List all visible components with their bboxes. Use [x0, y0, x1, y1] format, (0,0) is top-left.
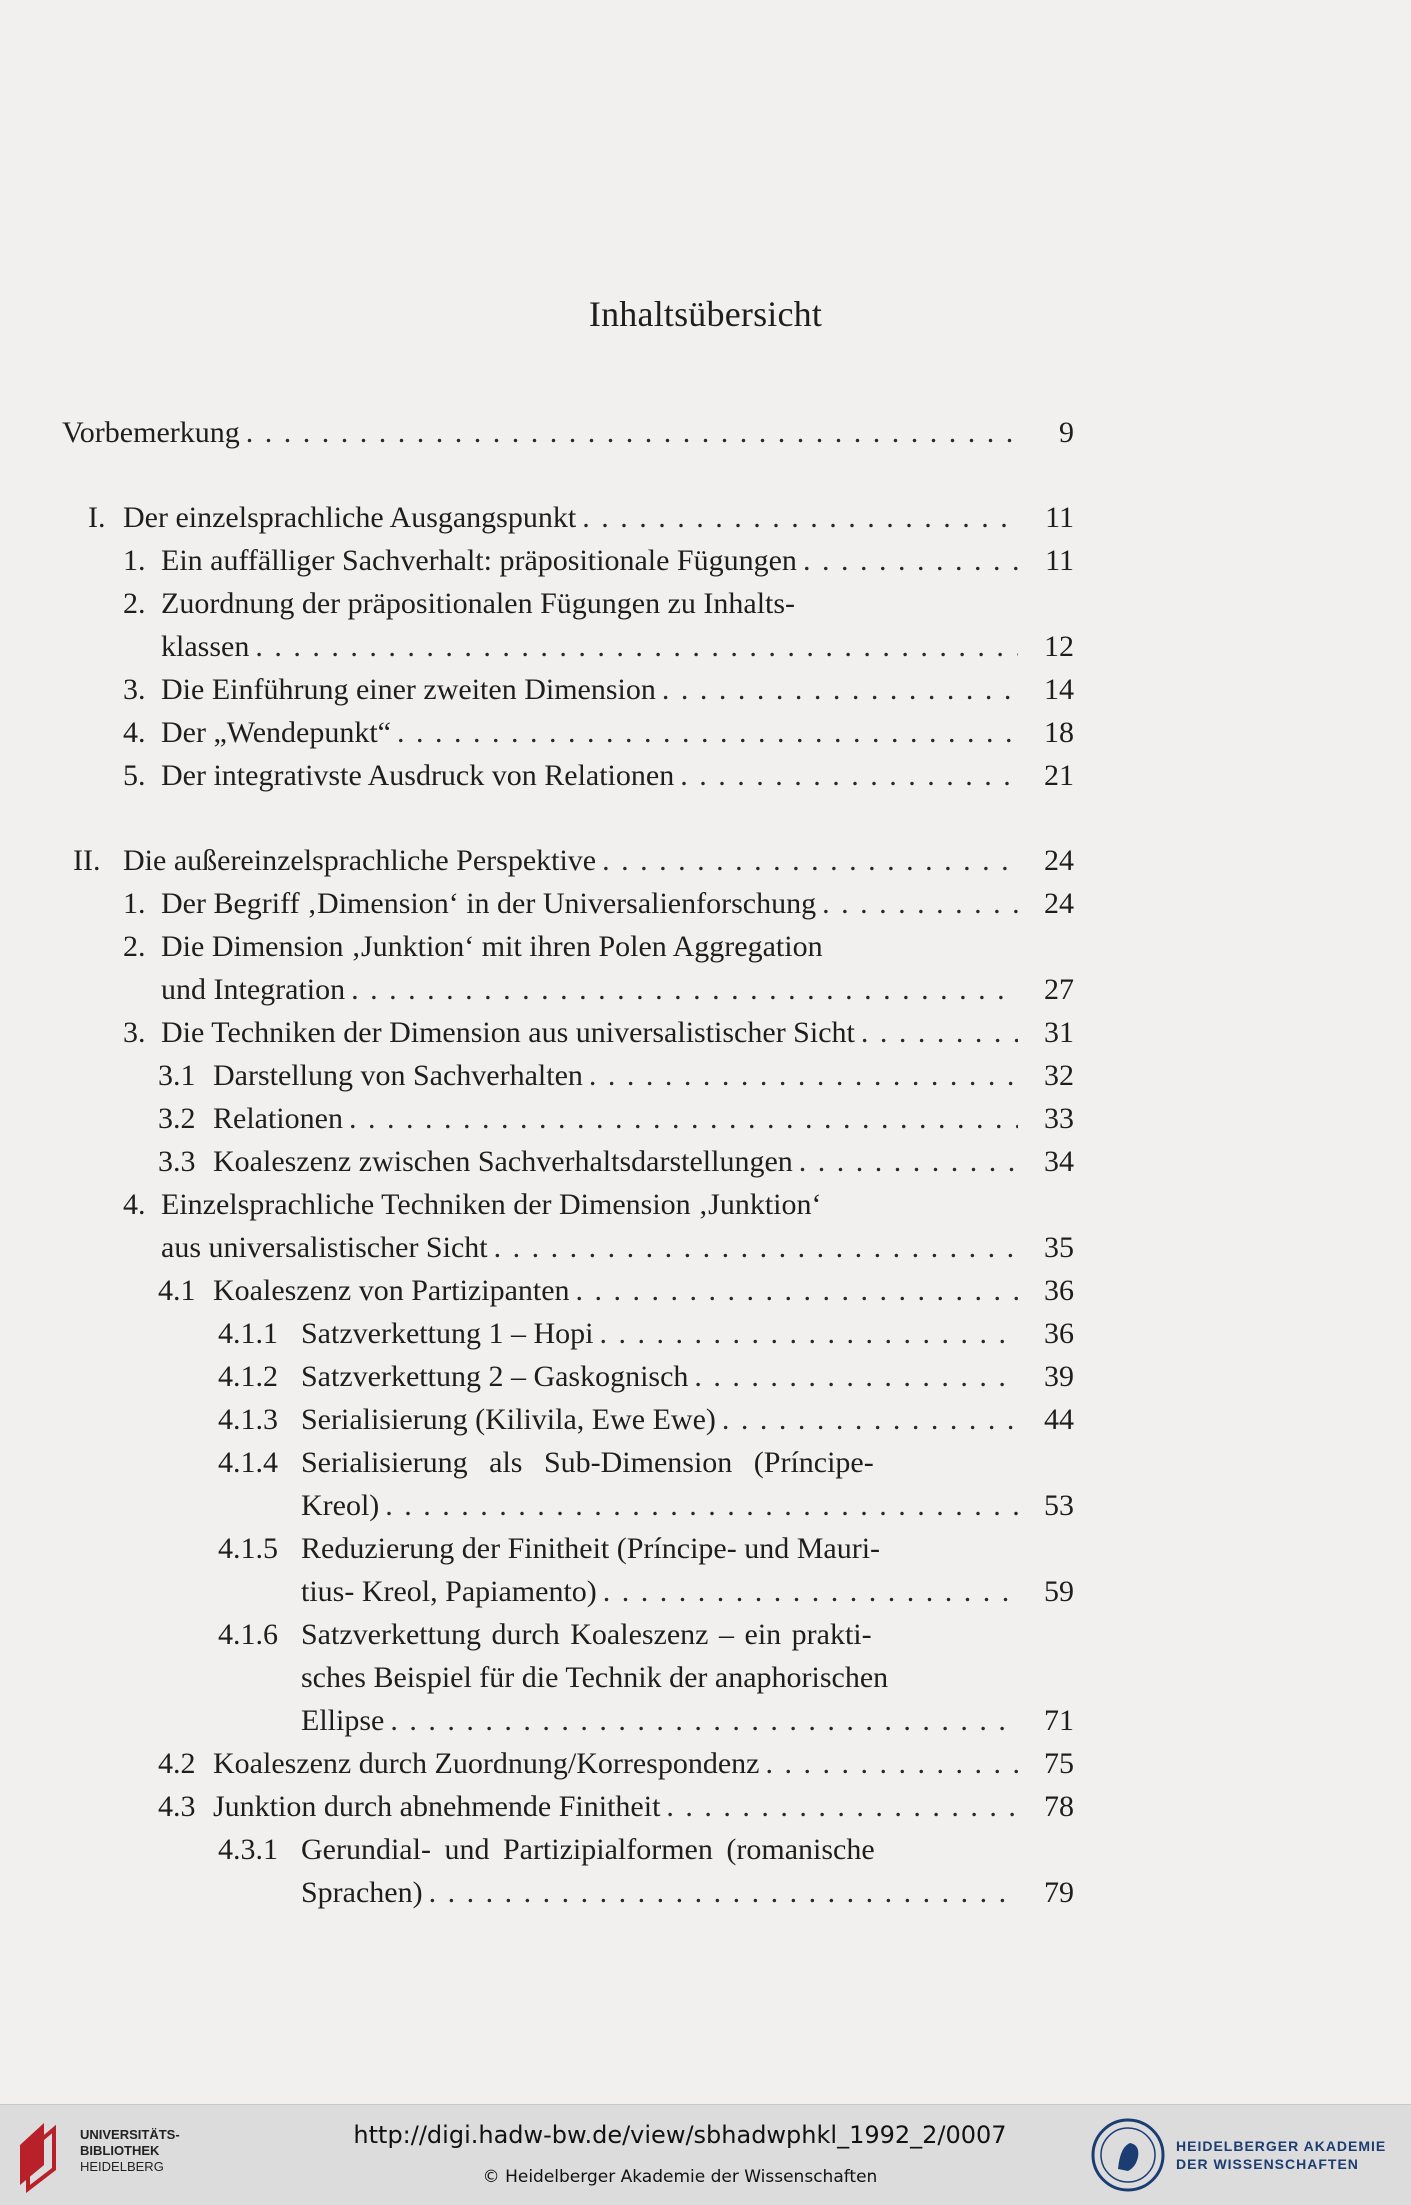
- toc-entry: [218, 1829, 998, 1871]
- toc-entry-page: 79: [1044, 1876, 1074, 1909]
- toc-entry-page: 9: [1059, 416, 1074, 449]
- toc-entry: [123, 540, 1074, 582]
- toc-entry-text: Koaleszenz durch Zuordnung/Korrespondenz: [213, 1747, 760, 1780]
- toc-entry-number: 3.3: [158, 1145, 196, 1178]
- toc-entry-continuation: [301, 1700, 1074, 1742]
- toc-entry-text: Satzverkettung 1 – Hopi: [301, 1317, 594, 1350]
- toc-entry-text: klassen: [161, 630, 250, 663]
- toc-entry-text: sches Beispiel für die Technik der anaphorischen: [301, 1661, 889, 1694]
- toc-entry: [123, 712, 1074, 754]
- toc-entry: [158, 1141, 1074, 1183]
- toc-entry-text: Darstellung von Sachverhalten: [213, 1059, 583, 1092]
- toc-entry-continuation: [301, 1657, 1001, 1699]
- toc-entry-text: Sprachen): [301, 1876, 423, 1909]
- toc-entry: [218, 1313, 1074, 1355]
- toc-entry-number: 5.: [123, 759, 146, 792]
- toc-entry-number: 4.1.2: [218, 1360, 278, 1393]
- footer-bar: [0, 2104, 1411, 2205]
- toc-entry-number: 3.2: [158, 1102, 196, 1135]
- toc-entry-text: Kreol): [301, 1489, 380, 1522]
- toc-entry-text: Ellipse: [301, 1704, 385, 1737]
- toc-entry-text: Relationen: [213, 1102, 343, 1135]
- toc-entry: [218, 1356, 1074, 1398]
- toc-entry-continuation: [301, 1872, 1074, 1914]
- toc-entry-text: Der Begriff ‚Dimension‘ in der Universalienforschung: [161, 887, 817, 920]
- toc-entry-number: II.: [73, 844, 101, 877]
- toc-entry-page: 14: [1044, 673, 1074, 706]
- toc-entry-number: 4.1.6: [218, 1618, 278, 1651]
- toc-entry-text: und Integration: [161, 973, 346, 1006]
- toc-entry-page: 32: [1044, 1059, 1074, 1092]
- toc-entry-page: 31: [1044, 1016, 1074, 1049]
- toc-entry: [158, 1098, 1074, 1140]
- toc-entry-text: Vorbemerkung: [62, 416, 240, 449]
- toc-entry-text: Die Einführung einer zweiten Dimension: [161, 673, 656, 706]
- toc-entry-text: Koaleszenz von Partizipanten: [213, 1274, 570, 1307]
- toc-entry: [88, 497, 1074, 539]
- toc-entry-number: 3.: [123, 673, 146, 706]
- toc-entry-page: 53: [1044, 1489, 1074, 1522]
- toc-entry: [123, 883, 1074, 925]
- toc-entry-number: 4.1.1: [218, 1317, 278, 1350]
- source-url-link[interactable]: http://digi.hadw-bw.de/view/sbhadwphkl_1992_2/0007: [353, 2121, 1007, 2149]
- toc-entry: [218, 1399, 1074, 1441]
- toc-entry: [218, 1442, 988, 1484]
- toc-entry-number: 4.: [123, 1188, 146, 1221]
- toc-entry: [123, 583, 1008, 625]
- toc-entry-number: 2.: [123, 930, 146, 963]
- toc-entry-text: Der „Wendepunkt“: [161, 716, 391, 749]
- toc-entry-text: Die außereinzelsprachliche Perspektive: [123, 844, 597, 877]
- toc-entry-text: Satzverkettung 2 – Gaskognisch: [301, 1360, 689, 1393]
- toc-entry-text: Ein auffälliger Sachverhalt: präpositionale Fügungen: [161, 544, 797, 577]
- toc-entry: [158, 1055, 1074, 1097]
- toc-entry-continuation: [161, 969, 1074, 1011]
- toc-entry-page: 18: [1044, 716, 1074, 749]
- toc-entry: [123, 669, 1074, 711]
- toc-entry-number: 3.: [123, 1016, 146, 1049]
- toc-entry-text: Einzelsprachliche Techniken der Dimension ‚Junktion‘: [161, 1188, 822, 1221]
- toc-entry-text: Serialisierung als Sub-Dimension (Príncipe-: [301, 1446, 874, 1479]
- toc-entry-page: 33: [1044, 1102, 1074, 1135]
- toc-entry-number: 1.: [123, 887, 146, 920]
- toc-entry-page: 24: [1044, 887, 1074, 920]
- toc-entry-number: 1.: [123, 544, 146, 577]
- toc-entry-text: Koaleszenz zwischen Sachverhaltsdarstellungen: [213, 1145, 793, 1178]
- toc-entry-page: 35: [1044, 1231, 1074, 1264]
- toc-entry: [218, 1614, 998, 1656]
- toc-entry: [158, 1743, 1074, 1785]
- toc-entry-page: 59: [1044, 1575, 1074, 1608]
- toc-entry-number: 4.1.4: [218, 1446, 278, 1479]
- toc-entry: [218, 1528, 998, 1570]
- toc-entry-page: 27: [1044, 973, 1074, 1006]
- toc-entry-number: 2.: [123, 587, 146, 620]
- toc-entry-number: 4.2: [158, 1747, 196, 1780]
- toc-entry-number: 4.3: [158, 1790, 196, 1823]
- toc-entry-text: Der einzelsprachliche Ausgangspunkt: [123, 501, 577, 534]
- toc-entry: [158, 1786, 1074, 1828]
- toc-entry: [123, 1012, 1074, 1054]
- toc-entry-page: 75: [1044, 1747, 1074, 1780]
- toc-entry-continuation: [301, 1571, 1074, 1613]
- academy-name: HEIDELBERGER AKADEMIE DER WISSENSCHAFTEN: [1176, 2138, 1387, 2172]
- university-library-logo-icon: [14, 2115, 70, 2193]
- toc-entry-number: 4.: [123, 716, 146, 749]
- toc-entry-text: Der integrativste Ausdruck von Relationen: [161, 759, 675, 792]
- toc-entry: [123, 1184, 1008, 1226]
- toc-entry-text: Serialisierung (Kilivila, Ewe Ewe): [301, 1403, 716, 1436]
- toc-entry-text: Zuordnung der präpositionalen Fügungen zu Inhalts-: [161, 587, 796, 620]
- toc-entry-continuation: [161, 1227, 1074, 1269]
- toc-entry-page: 36: [1044, 1317, 1074, 1350]
- toc-entry-number: 4.1.5: [218, 1532, 278, 1565]
- academy-seal-icon: [1090, 2117, 1166, 2193]
- toc-entry-text: Satzverkettung durch Koaleszenz – ein prakti-: [301, 1618, 872, 1651]
- toc-entry-page: 12: [1044, 630, 1074, 663]
- toc-entry-continuation: [301, 1485, 1074, 1527]
- toc-entry-text: Die Techniken der Dimension aus universalistischer Sicht: [161, 1016, 855, 1049]
- toc-entry: [73, 840, 1074, 882]
- toc-entry-text: Gerundial- und Partizipialformen (romanische: [301, 1833, 875, 1866]
- toc-entry-page: 36: [1044, 1274, 1074, 1307]
- toc-entry-page: 44: [1044, 1403, 1074, 1436]
- toc-entry-text: aus universalistischer Sicht: [161, 1231, 488, 1264]
- toc-entry-text: Reduzierung der Finitheit (Príncipe- und Mauri-: [301, 1532, 881, 1565]
- toc-entry-text: Junktion durch abnehmende Finitheit: [213, 1790, 661, 1823]
- toc-entry-number: 4.1.3: [218, 1403, 278, 1436]
- page-title: Inhaltsübersicht: [588, 294, 823, 334]
- toc-entry: [123, 755, 1074, 797]
- toc-entry-page: 71: [1044, 1704, 1074, 1737]
- toc-entry-page: 21: [1044, 759, 1074, 792]
- toc-entry-number: 4.3.1: [218, 1833, 278, 1866]
- toc-entry: [62, 412, 1074, 454]
- toc-entry-page: 11: [1045, 544, 1074, 577]
- toc-entry-continuation: [161, 626, 1074, 668]
- toc-entry-page: 39: [1044, 1360, 1074, 1393]
- toc-entry-number: I.: [88, 501, 106, 534]
- toc-entry: [158, 1270, 1074, 1312]
- toc-entry-page: 78: [1044, 1790, 1074, 1823]
- toc-entry-page: 24: [1044, 844, 1074, 877]
- toc-entry-number: 4.1: [158, 1274, 196, 1307]
- toc-entry-text: Die Dimension ‚Junktion‘ mit ihren Polen Aggregation: [161, 930, 823, 963]
- toc-entry-page: 11: [1045, 501, 1074, 534]
- university-library-name: UNIVERSITÄTS- BIBLIOTHEK HEIDELBERG: [80, 2127, 180, 2174]
- toc-entry-page: 34: [1044, 1145, 1074, 1178]
- toc-entry: [123, 926, 1008, 968]
- toc-entry-number: 3.1: [158, 1059, 196, 1092]
- toc-entry-text: tius- Kreol, Papiamento): [301, 1575, 597, 1608]
- copyright-notice: © Heidelberger Akademie der Wissenschaften: [482, 2167, 878, 2187]
